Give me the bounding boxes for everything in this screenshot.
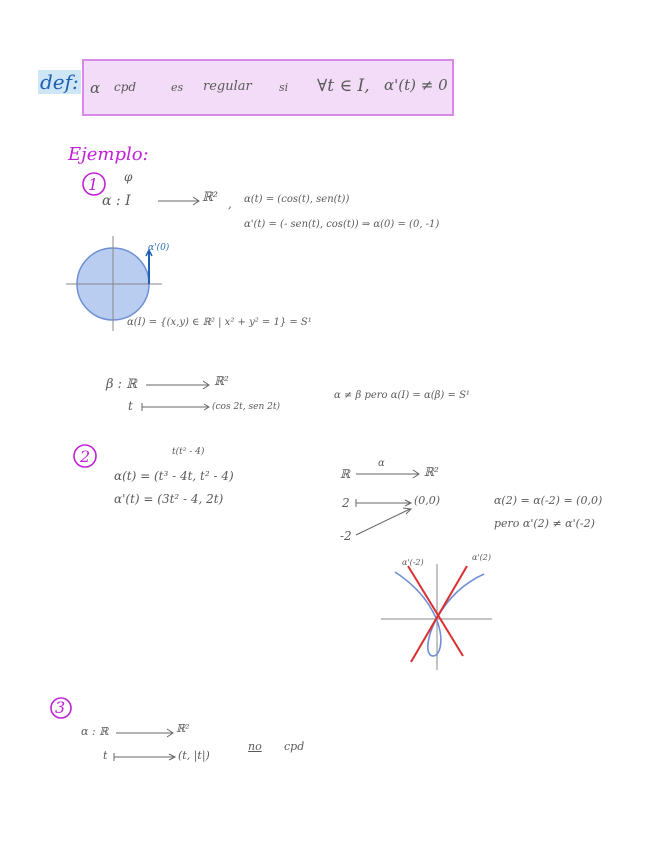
def-es: es [171, 81, 184, 94]
ex3-value: (t, |t|) [178, 749, 210, 762]
definition-label: def: [40, 70, 79, 94]
ex1-tangent-label: α'(0) [148, 243, 170, 253]
ex3-codomain: ℝ² [176, 722, 190, 735]
ex2-map-to: ℝ² [424, 465, 439, 479]
ex2-alpha-eq: α(t) = (t³ - 4t, t² - 4) [114, 469, 234, 483]
ex3-map: α : ℝ [81, 725, 109, 738]
ex2-number: 2 [80, 447, 91, 466]
ex3-t: t [103, 749, 108, 762]
ex1-beta-value: (cos 2t, sen 2t) [212, 402, 280, 412]
ex3-cpd: cpd [284, 740, 305, 753]
def-regular: regular [203, 79, 252, 94]
ex1-deriv-eq: α'(t) = (- sen(t), cos(t)) ⇒ α(0) = (0, -1) [244, 219, 440, 230]
ex1-phi: φ [124, 170, 133, 184]
ex2-pero-eq: pero α'(2) ≠ α'(-2) [494, 517, 595, 530]
ex2-map-from: ℝ [340, 467, 350, 481]
ex2-point: (0,0) [414, 494, 441, 507]
ex1-beta-t: t [128, 399, 133, 413]
ex2-minus-two-arrow [356, 509, 410, 535]
ex1-number: 1 [88, 175, 99, 194]
ex1-comma: , [228, 197, 232, 211]
def-condition: α'(t) ≠ 0 [384, 76, 448, 94]
def-cpd: cpd [114, 80, 137, 94]
ex2-map-label: α [378, 458, 385, 469]
cubic-curve-plot [381, 564, 492, 670]
ex1-alpha-eq: α(t) = (cos(t), sen(t)) [244, 194, 350, 205]
ex2-annotation: t(t² - 4) [172, 447, 205, 457]
ex1-compare: α ≠ β pero α(I) = α(β) = S¹ [334, 390, 470, 401]
ex3-number: 3 [55, 698, 66, 717]
ex1-codomain: ℝ² [202, 190, 219, 205]
ex3-no: no [248, 740, 262, 753]
ex2-number-circle [74, 445, 96, 467]
ex1-number-circle [83, 173, 105, 195]
ex2-equal-eq: α(2) = α(-2) = (0,0) [494, 494, 603, 507]
ex2-minus-two: -2 [340, 529, 352, 543]
ex3-number-circle [51, 698, 71, 718]
def-si: si [279, 81, 289, 94]
unit-circle-plot [66, 236, 162, 331]
def-alpha: α [90, 79, 101, 97]
ex1-beta-map: β : ℝ [106, 377, 137, 392]
ejemplo-heading: Ejemplo: [68, 144, 149, 165]
def-forall: ∀t ∈ I, [317, 76, 370, 96]
ex1-image-eq: α(I) = {(x,y) ∈ ℝ² | x² + y² = 1} = S¹ [127, 317, 312, 328]
ex1-beta-codomain: ℝ² [214, 374, 229, 388]
ex2-deriv-eq: α'(t) = (3t² - 4, 2t) [114, 492, 224, 506]
ex1-map: α : I [102, 193, 131, 209]
tangent-line-minus-two [408, 566, 463, 656]
ex2-label-right: α'(2) [472, 553, 491, 562]
ex2-two: 2 [342, 496, 350, 510]
ex2-label-left: α'(-2) [402, 558, 424, 567]
